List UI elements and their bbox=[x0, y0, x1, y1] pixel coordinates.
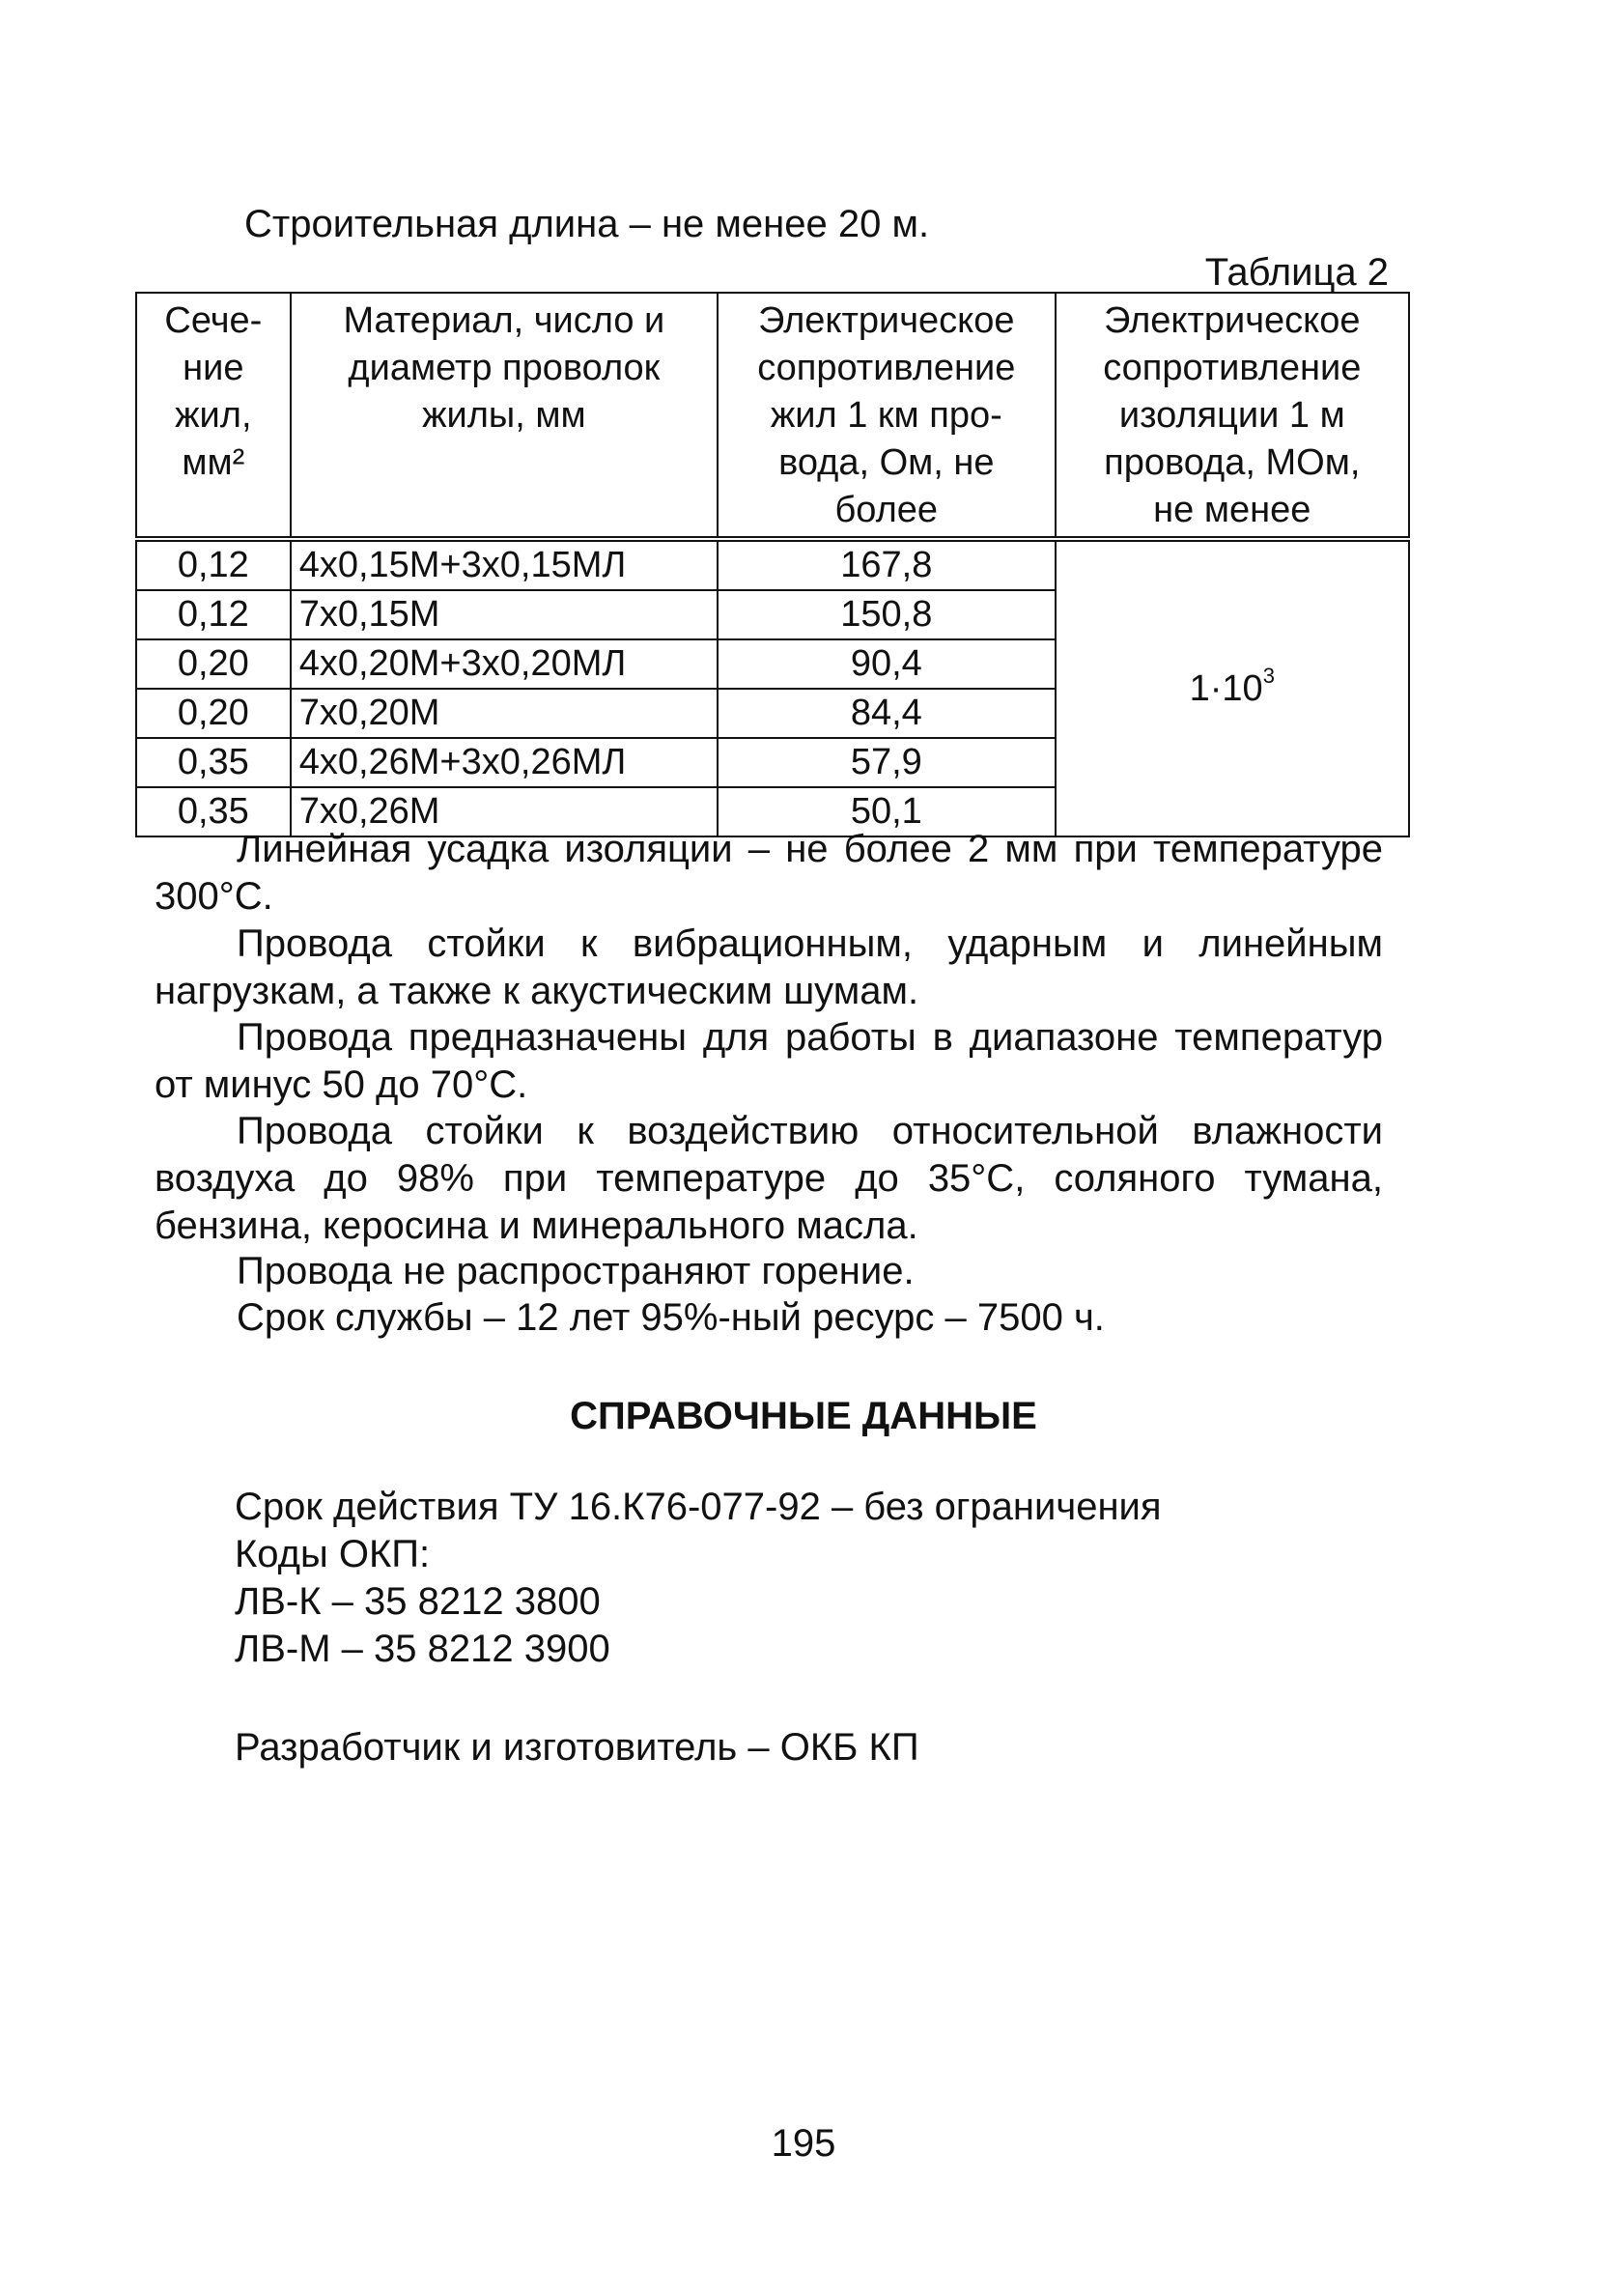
insulation-value: 1·10 bbox=[1189, 667, 1263, 709]
cell-material: 4х0,15М+3х0,15МЛ bbox=[291, 539, 718, 590]
table-header-row bbox=[136, 293, 1409, 539]
header-insulation-resistance: Электрическое сопротивление изоляции 1 м провода, МОм, не менее bbox=[1056, 293, 1409, 539]
cell-resistance: 50,1 bbox=[718, 787, 1056, 836]
cell-resistance: 57,9 bbox=[718, 738, 1056, 787]
spec-validity-text: Срок действия ТУ 16.К76-077-92 – без ограничения bbox=[235, 1486, 1162, 1528]
cell-section: 0,20 bbox=[136, 689, 291, 738]
cell-section: 0,12 bbox=[136, 539, 291, 590]
cell-material: 7х0,26М bbox=[291, 787, 718, 836]
okp-code-lvk: ЛВ-К – 35 8212 3800 bbox=[235, 1580, 601, 1623]
cell-resistance: 90,4 bbox=[718, 639, 1056, 689]
cell-insulation-resistance bbox=[1056, 539, 1409, 836]
insulation-exponent: 3 bbox=[1262, 663, 1275, 688]
paragraph-temperature-range: Провода предназначены для работы в диапазоне температур от минус 50 до 70°С. bbox=[155, 1016, 1383, 1106]
cell-section: 0,35 bbox=[136, 787, 291, 836]
cell-section: 0,20 bbox=[136, 639, 291, 689]
construction-length-text: Строительная длина – не менее 20 м. bbox=[244, 203, 930, 245]
cell-material: 7х0,20М bbox=[291, 689, 718, 738]
okp-code-lvm: ЛВ-М – 35 8212 3900 bbox=[235, 1628, 610, 1670]
cell-material: 7х0,15М bbox=[291, 590, 718, 639]
cell-material: 4х0,26М+3х0,26МЛ bbox=[291, 738, 718, 787]
paragraph-humidity: Провода стойки к воздействию относительной влажности воздуха до 98% при температуре до 35°С, соляного тумана, бензина, керосина и минерального масла. bbox=[155, 1110, 1383, 1247]
cell-resistance: 150,8 bbox=[718, 590, 1056, 639]
developer-text: Разработчик и изготовитель – ОКБ КП bbox=[235, 1726, 919, 1769]
header-material: Материал, число и диаметр проволок жилы, мм bbox=[291, 293, 718, 539]
page-number: 195 bbox=[771, 2122, 836, 2165]
paragraph-service-life: Срок службы – 12 лет 95%-ный ресурс – 7500 ч. bbox=[237, 1296, 1105, 1339]
cell-section: 0,35 bbox=[136, 738, 291, 787]
table-caption: Таблица 2 bbox=[1204, 251, 1389, 294]
cell-section: 0,12 bbox=[136, 590, 291, 639]
okp-codes-label: Коды ОКП: bbox=[235, 1533, 431, 1575]
cell-resistance: 84,4 bbox=[718, 689, 1056, 738]
paragraph-vibration: Провода стойки к вибрационным, ударным и линейным нагрузкам, а также к акустическим шумам. bbox=[155, 922, 1383, 1012]
wire-spec-table bbox=[135, 292, 1410, 837]
reference-data-heading: СПРАВОЧНЫЕ ДАННЫЕ bbox=[570, 1395, 1037, 1437]
header-section: Сече- ние жил, мм² bbox=[136, 293, 291, 539]
paragraph-flammability: Провода не распространяют горение. bbox=[237, 1250, 915, 1292]
cell-resistance: 167,8 bbox=[718, 539, 1056, 590]
cell-material: 4х0,20М+3х0,20МЛ bbox=[291, 639, 718, 689]
header-conductor-resistance: Электрическое сопротивление жил 1 км про- вода, Ом, не более bbox=[718, 293, 1056, 539]
paragraph-shrinkage: Линейная усадка изоляции – не более 2 мм при температуре 300°С. bbox=[155, 828, 1383, 918]
table-row bbox=[136, 539, 1409, 590]
